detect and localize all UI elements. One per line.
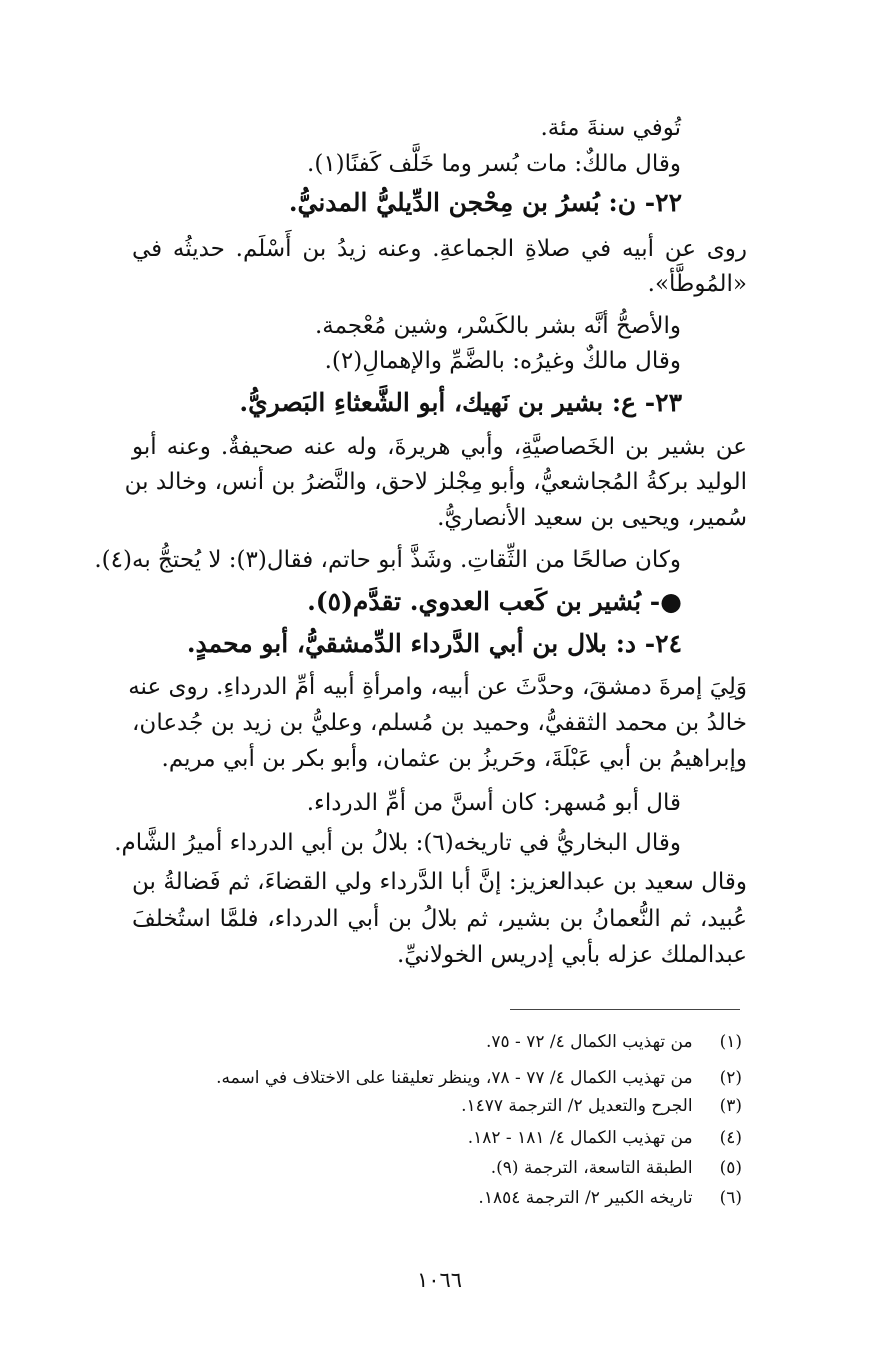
footnote-number: (٦)	[719, 1188, 742, 1208]
entry-heading-24: ٢٤- د: بلال بن أبي الدَّرداء الدِّمشقيُّ، أبو محمدٍ.	[186, 629, 682, 658]
footnote-text: من تهذيب الكمال ٤/ ٧٧ - ٧٨، وينظر تعليقنا على الاختلاف في اسمه.	[216, 1068, 693, 1088]
text-line-4: روى عن أبيه في صلاةِ الجماعةِ. وعنه زيدُ بن أَسْلَم. حديثُه في	[132, 236, 747, 262]
footnote	[468, 1126, 742, 1150]
text-line-15: وَلِيَ إمرةَ دمشقَ، وحدَّثَ عن أبيه، وامرأةِ أبيه أمِّ الدرداءِ. روى عنه	[128, 674, 747, 700]
entry-heading-23: ٢٣- ع: بشير بن نَهيك، أبو الشَّعثاءِ البَصريُّ.	[239, 388, 682, 417]
footnote	[486, 1030, 742, 1054]
footnote-text: تاريخه الكبير ٢/ الترجمة ١٨٥٤.	[478, 1188, 693, 1208]
text-line-12: وكان صالحًا من الثِّقاتِ. وشَذَّ أبو حاتم، فقال(٣): لا يُحتجُّ به(٤).	[94, 547, 681, 573]
text-line-1: تُوفي سنةَ مئة.	[540, 115, 681, 141]
footnote-text: من تهذيب الكمال ٤/ ٧٢ - ٧٥.	[485, 1032, 693, 1052]
footnote-number: (٣)	[719, 1096, 742, 1116]
footnote	[491, 1156, 742, 1180]
entry-heading-22: ٢٢- ن: بُسرُ بن مِحْجن الدِّيليُّ المدنيُّ.	[288, 188, 682, 217]
text-line-17: وإبراهيمُ بن أبي عَبْلَةَ، وحَريزُ بن عثمان، وأبو بكر بن أبي مريم.	[161, 746, 747, 772]
text-line-16: خالدُ بن محمد الثقفيُّ، وحميد بن مُسلم، وعليُّ بن زيد بن جُدعان،	[132, 710, 747, 736]
text-line-10: الوليد بركةُ المُجاشعيُّ، وأبو مِجْلز لاحق، والنَّضرُ بن أنس، وخالد بن	[124, 469, 747, 495]
text-line-2: وقال مالكٌ: مات بُسر وما خَلَّف كَفنًا(١).	[307, 151, 681, 177]
footnote-number: (١)	[719, 1032, 742, 1052]
footnote-text: من تهذيب الكمال ٤/ ١٨١ - ١٨٢.	[467, 1128, 693, 1148]
text-line-7: وقال مالكٌ وغيرُه: بالضَّمِّ والإهمالِ(٢).	[324, 348, 681, 374]
footnote-divider	[510, 1009, 740, 1010]
footnote-text: الطبقة التاسعة، الترجمة (٩).	[490, 1158, 693, 1178]
text-line-20: وقال سعيد بن عبدالعزيز: إنَّ أبا الدَّرداء ولي القضاءَ، ثم فَضالةُ بن	[132, 869, 747, 895]
text-line-19: وقال البخاريُّ في تاريخه(٦): بلالُ بن أبي الدرداء أميرُ الشَّام.	[114, 830, 681, 856]
footnote-text: الجرح والتعديل ٢/ الترجمة ١٤٧٧.	[461, 1096, 693, 1116]
footnote-number: (٢)	[719, 1068, 742, 1088]
page-number: ١٠٦٦	[416, 1268, 463, 1292]
text-line-21: عُبيد، ثم النُّعمانُ بن بشير، ثم بلالُ بن أبي الدرداء، فلمَّا استُخلفَ	[132, 906, 747, 932]
footnote-number: (٥)	[719, 1158, 742, 1178]
text-line-11: سُمير، ويحيى بن سعيد الأنصاريُّ.	[437, 505, 747, 531]
entry-heading-bushir: ●- بُشير بن كَعب العدوي. تقدَّم(٥).	[307, 587, 682, 616]
text-line-5: «المُوطَّأ».	[647, 271, 747, 297]
footnote	[478, 1186, 742, 1210]
text-line-6: والأصحُّ أنَّه بشر بالكَسْر، وشين مُعْجمة.	[314, 313, 681, 339]
text-line-22: عبدالملك عزله بأبي إدريس الخولانيِّ.	[397, 942, 747, 968]
text-line-18: قال أبو مُسهر: كان أسنَّ من أمِّ الدرداء.	[306, 790, 681, 816]
footnote-number: (٤)	[719, 1128, 742, 1148]
text-line-9: عن بشير بن الخَصاصيَّةِ، وأبي هريرةَ، وله عنه صحيفةٌ. وعنه أبو	[132, 434, 747, 460]
footnote	[216, 1066, 742, 1090]
footnote	[461, 1094, 742, 1118]
